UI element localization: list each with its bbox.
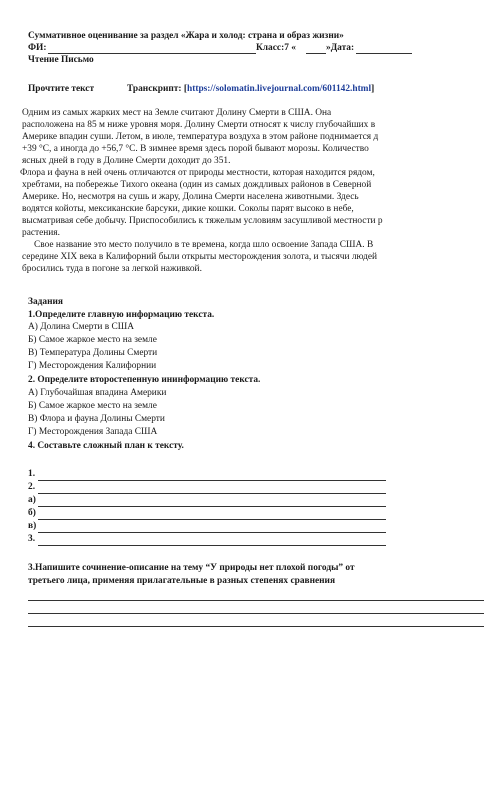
- assessment-title: Суммативное оценивание за раздел «Жара и холод: страна и образ жизни»: [28, 31, 344, 41]
- text-line: Флора и фауна в ней очень отличаются от природы местности, которая находится рядом,: [20, 168, 375, 178]
- q1-option: В) Температура Долины Смерти: [28, 348, 158, 358]
- q1-option: Б) Самое жаркое место на земле: [28, 335, 157, 345]
- date-label: »Дата:: [326, 43, 355, 53]
- q2-title: 2. Определите второстепенную ининформацию текста.: [28, 375, 261, 385]
- plan-label: 1.: [28, 469, 36, 479]
- date-blank: [356, 53, 412, 54]
- fio-label: ФИ:: [28, 43, 47, 53]
- q2-option: А) Глубочайшая впадина Америки: [28, 388, 167, 398]
- text-line: Свое название это место получило в те времена, когда шло освоение Запада США. В: [34, 240, 374, 250]
- q3-title-line2: третьего лица, применяя прилагательные в разных степенях сравнения: [28, 576, 336, 586]
- plan-label: 3.: [28, 534, 36, 544]
- plan-answer-line[interactable]: [38, 519, 386, 520]
- transcript-label: Транскрипт: [: [127, 84, 187, 94]
- text-line: расположена на 85 м ниже уровня моря. Долину Смерти относят к числу глубочайших в: [22, 120, 376, 130]
- q3-title-line1: 3.Напишите сочинение-описание на тему “У природы нет плохой погоды” от: [28, 563, 355, 573]
- q2-option: Г) Месторождения Запада США: [28, 427, 158, 437]
- q1-option: Г) Месторождения Калифорнии: [28, 361, 157, 371]
- q2-option: Б) Самое жаркое место на земле: [28, 401, 157, 411]
- text-line: высматривая себе добычу. Приспособились к тяжелым условиям засушливой местности р: [22, 216, 383, 226]
- text-line: ясных дней в году в Долине Смерти доходит до 351.: [22, 156, 231, 166]
- transcript-line: [127, 84, 374, 95]
- class-blank: [306, 53, 326, 54]
- text-line: Америке. Но, несмотря на сушь и жару, Долина Смерти населена животными. Здесь: [22, 192, 359, 202]
- tasks-heading: Задания: [28, 297, 63, 307]
- text-line: хребтами, на побережье Тихого океана (один из самых дождливых районов в Северной: [22, 180, 372, 190]
- reading-text: [18, 108, 484, 288]
- text-line: +39 °С, а иногда до +56,7 °С. В зимнее время здесь порой бывают морозы. Количество: [22, 144, 369, 154]
- essay-answer-line[interactable]: [28, 626, 484, 627]
- essay-answer-line[interactable]: [28, 600, 484, 601]
- transcript-close: ]: [371, 84, 375, 94]
- plan-answer-line[interactable]: [38, 532, 386, 533]
- plan-label: а): [28, 495, 36, 505]
- text-line: бросились туда в погоне за легкой наживкой.: [22, 264, 202, 274]
- essay-answer-line[interactable]: [28, 613, 484, 614]
- transcript-link[interactable]: https://solomatin.livejournal.com/601142.html: [186, 84, 372, 94]
- q2-option: В) Флора и фауна Долины Смерти: [28, 414, 165, 424]
- q1-option: А) Долина Смерти в США: [28, 322, 135, 332]
- q1-title: 1.Определите главную информацию текста.: [28, 310, 215, 320]
- text-line: растения.: [22, 228, 60, 238]
- plan-label: 2.: [28, 482, 36, 492]
- subject-label: Чтение Письмо: [28, 55, 94, 65]
- text-line: середине XIX века в Калифорний были открыты месторождения золота, и тысячи людей: [22, 252, 378, 262]
- q4-title: 4. Составьте сложный план к тексту.: [28, 441, 184, 451]
- plan-answer-line[interactable]: [38, 493, 386, 494]
- text-line: Америке впадин суши. Летом, в июле, температура воздуха в этом районе поднимается д: [22, 132, 379, 142]
- text-line: водятся койоты, мексиканские барсуки, дикие кошки. Соколы парят высоко в небе,: [22, 204, 354, 214]
- plan-answer-line[interactable]: [38, 545, 386, 546]
- plan-answer-line[interactable]: [38, 480, 386, 481]
- text-line: Одним из самых жарких мест на Земле считают Долину Смерти в США. Она: [22, 108, 332, 118]
- plan-answer-line[interactable]: [38, 506, 386, 507]
- plan-label: в): [28, 521, 37, 531]
- class-label: Класс:7 «: [256, 43, 296, 53]
- reading-instruction: Прочтите текст: [28, 84, 95, 94]
- fio-blank: [48, 53, 256, 54]
- plan-label: б): [28, 508, 36, 518]
